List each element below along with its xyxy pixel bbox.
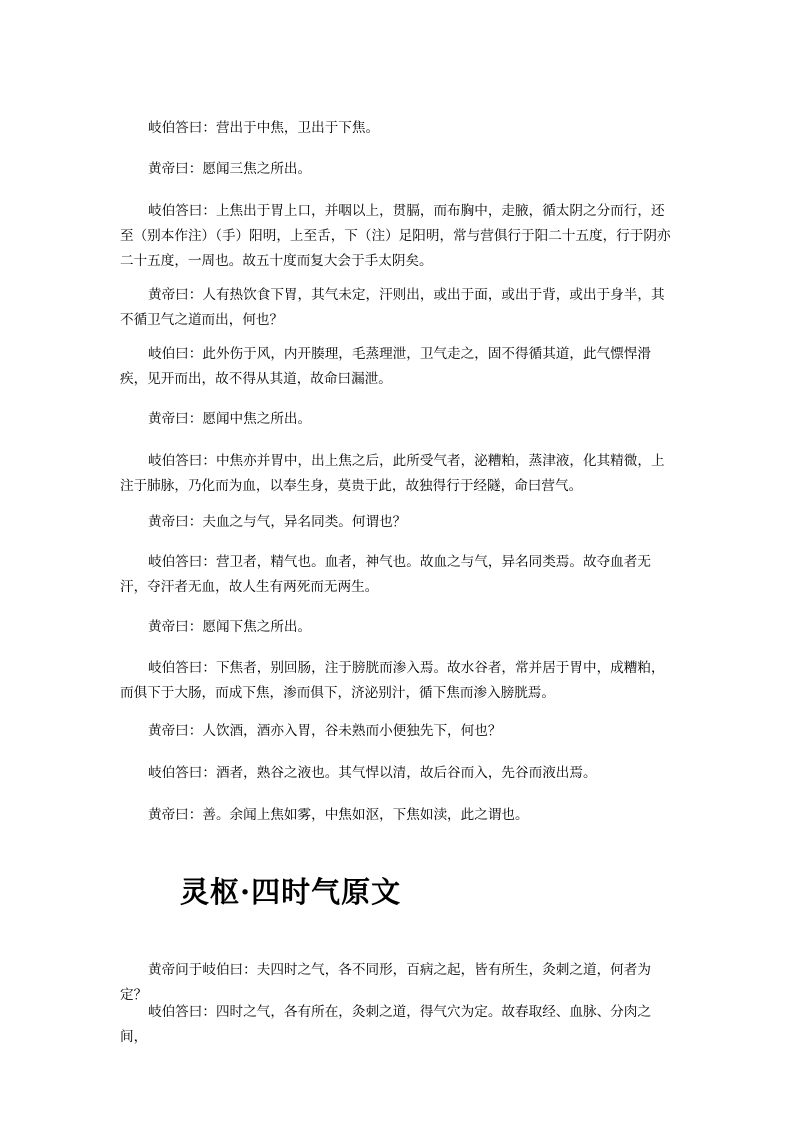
- paragraph-13: 岐伯答曰：酒者，熟谷之液也。其气悍以清，故后谷而入，先谷而液出焉。: [148, 765, 597, 781]
- section-paragraph-1: 黄帝问于岐伯曰：夫四时之气，各不同形，百病之起，皆有所生，灸刺之道，何者为定？: [120, 962, 651, 1003]
- paragraph-9: 岐伯答曰：营卫者，精气也。血者，神气也。故血之与气，异名同类焉。故夺血者无汗，夺汗者无血，故人生有两死而无两生。: [120, 554, 651, 595]
- paragraph-10: 黄帝曰：愿闻下焦之所出。: [148, 619, 312, 635]
- paragraph-1: 岐伯答曰：营出于中焦，卫出于下焦。: [148, 120, 380, 136]
- paragraph-3: 岐伯答曰：上焦出于胃上口，并咽以上，贯膈，而布胸中，走腋，循太阴之分而行，还至（别本作注）（手）阳明，上至舌，下（注）足阳明，常与营俱行于阳二十五度，行于阴亦二十五度，一周也。故五十度而复大会于手太阴矣。: [120, 203, 671, 269]
- paragraph-6: 黄帝曰：愿闻中焦之所出。: [148, 411, 312, 427]
- paragraph-4: 黄帝曰：人有热饮食下胃，其气未定，汗则出，或出于面，或出于背，或出于身半，其不循卫气之道而出，何也？: [120, 287, 665, 328]
- paragraph-12: 黄帝曰：人饮酒，酒亦入胃，谷未熟而小便独先下，何也？: [148, 723, 502, 739]
- section-title: 灵枢·四时气原文: [180, 875, 402, 909]
- paragraph-7: 岐伯答曰：中焦亦并胃中，出上焦之后，此所受气者，泌糟粕，蒸津液，化其精微，上注于肺脉，乃化而为血，以奉生身，莫贵于此，故独得行于经隧，命曰营气。: [120, 453, 665, 494]
- paragraph-8: 黄帝曰：夫血之与气，异名同类。何谓也？: [148, 514, 407, 530]
- paragraph-2: 黄帝曰：愿闻三焦之所出。: [148, 161, 312, 177]
- paragraph-14: 黄帝曰：善。余闻上焦如雾，中焦如沤，下焦如渎，此之谓也。: [148, 807, 529, 823]
- paragraph-5: 岐伯曰：此外伤于风，内开腠理，毛蒸理泄，卫气走之，固不得循其道，此气慓悍滑疾，见开而出，故不得从其道，故命曰漏泄。: [120, 346, 651, 387]
- section-paragraph-2: 岐伯答曰：四时之气，各有所在，灸刺之道，得气穴为定。故春取经、血脉、分肉之间，: [120, 1004, 651, 1045]
- paragraph-11: 岐伯答曰：下焦者，别回肠，注于膀胱而渗入焉。故水谷者，常并居于胃中，成糟粕，而俱下于大肠，而成下焦，渗而俱下，济泌别汁，循下焦而渗入膀胱焉。: [120, 660, 665, 701]
